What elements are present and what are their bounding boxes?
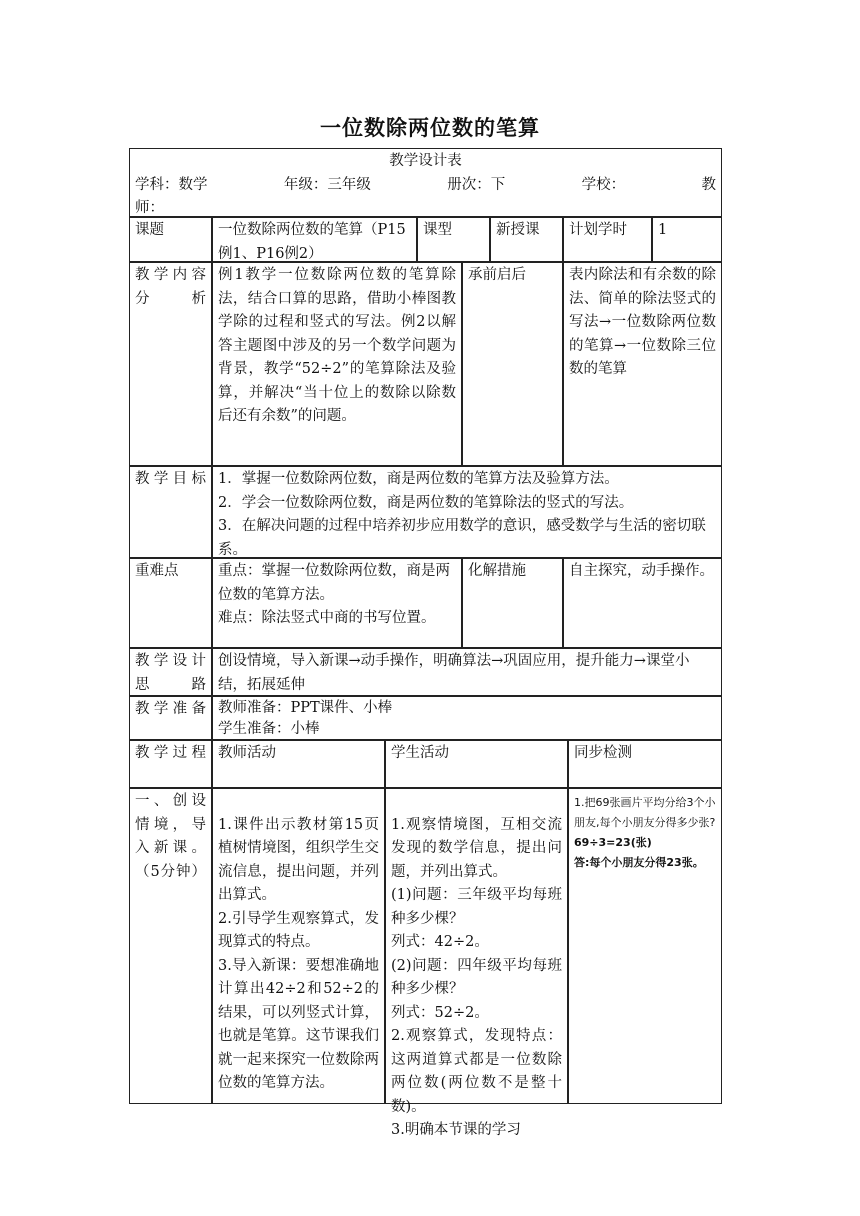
lesson-type-label-cell bbox=[417, 217, 490, 262]
sync-check-header bbox=[568, 740, 722, 788]
measure-label-cell bbox=[462, 558, 563, 648]
stage1-check-cell bbox=[568, 788, 722, 1104]
key-points-label: 重难点 bbox=[135, 563, 179, 579]
lesson-type-value: 新授课 bbox=[496, 222, 540, 238]
goals-text-cell bbox=[212, 466, 722, 558]
goal-item: 1．掌握一位数除两位数，商是两位数的笔算方法及验算方法。 bbox=[218, 471, 619, 487]
key-points-text-cell bbox=[212, 558, 462, 648]
design-label: 教学设计思路 bbox=[135, 653, 206, 693]
topic-label-cell bbox=[129, 217, 212, 262]
key-point: 重点：掌握一位数除两位数，商是两位数的笔算方法。 bbox=[218, 563, 450, 603]
goals-label-cell bbox=[129, 466, 212, 558]
check-equation: 69÷3=23(张) bbox=[574, 836, 652, 849]
measure-text-cell bbox=[563, 558, 722, 648]
process-label-cell bbox=[129, 740, 212, 788]
check-question: 1.把69张画片平均分给3个小朋友,每个小朋友分得多少张? bbox=[574, 796, 716, 829]
context-label: 承前启后 bbox=[468, 267, 526, 283]
analysis-label: 教学内容分析 bbox=[135, 267, 206, 307]
school-field: 学校： bbox=[581, 176, 626, 193]
teacher-activity-title: 教师活动 bbox=[218, 745, 276, 761]
header-info-line bbox=[135, 174, 716, 198]
student-prep: 学生准备：小棒 bbox=[218, 721, 320, 737]
difficult-point: 难点：除法竖式中商的书写位置。 bbox=[218, 610, 436, 626]
stage1-label-cell bbox=[129, 788, 212, 1104]
hours-label: 计划学时 bbox=[569, 222, 627, 238]
grade-field: 年级：三年级 bbox=[283, 176, 371, 193]
lesson-type-value-cell bbox=[490, 217, 563, 262]
context-label-cell bbox=[462, 262, 563, 466]
topic-value: 一位数除两位数的笔算（P15例1、P16例2） bbox=[218, 222, 406, 262]
teacher-prep: 教师准备：PPT课件、小棒 bbox=[218, 700, 393, 716]
analysis-text-cell bbox=[212, 262, 462, 466]
topic-label: 课题 bbox=[135, 222, 164, 238]
key-points-label-cell bbox=[129, 558, 212, 648]
hours-label-cell bbox=[563, 217, 652, 262]
topic-value-cell bbox=[212, 217, 417, 262]
process-label: 教学过程 bbox=[135, 745, 206, 761]
goal-item: 3．在解决问题的过程中培养初步应用数学的意识，感受数学与生活的密切联系。 bbox=[218, 518, 706, 558]
student-activity-header bbox=[385, 740, 568, 788]
teacher-field-start: 教 bbox=[701, 176, 716, 193]
measure-label: 化解措施 bbox=[468, 563, 526, 579]
teacher-field-end: 师： bbox=[135, 200, 164, 216]
check-answer: 答:每个小朋友分得23张。 bbox=[574, 856, 704, 869]
student-activity-title: 学生活动 bbox=[391, 745, 449, 761]
teacher-activity-header bbox=[212, 740, 385, 788]
context-text-cell bbox=[563, 262, 722, 466]
prep-label-cell bbox=[129, 696, 212, 740]
measure-text: 自主探究，动手操作。 bbox=[569, 563, 714, 579]
table-title: 教学设计表 bbox=[389, 153, 462, 169]
design-text: 创设情境，导入新课→动手操作，明确算法→巩固应用，提升能力→课堂小结，拓展延伸 bbox=[218, 653, 690, 693]
stage1-student-cell bbox=[385, 788, 568, 1138]
goal-item: 2．学会一位数除两位数，商是两位数的笔算除法的竖式的写法。 bbox=[218, 494, 634, 511]
sync-check-title: 同步检测 bbox=[574, 745, 632, 761]
context-text: 表内除法和有余数的除法、简单的除法竖式的写法→一位数除两位数的笔算→一位数除三位数的笔算 bbox=[569, 267, 716, 377]
table-header-cell bbox=[129, 148, 722, 217]
stage1-teacher-text: 1.课件出示教材第15页植树情境图，组织学生交流信息，提出问题，并列出算式。 2.引导学生观察算式，发现算式的特点。 3.导入新课：要想准确地计算出42÷2和52÷2的结果，可以列竖式计算，也就是笔算。这节课我们就一起来探究一位数除两位数的笔算方法。 bbox=[218, 816, 379, 1091]
stage1-teacher-cell bbox=[212, 788, 385, 1104]
analysis-label-cell bbox=[129, 262, 212, 466]
prep-text-cell bbox=[212, 696, 722, 740]
stage1-label: 一、创设情境，导入新课。（5分钟） bbox=[135, 793, 206, 880]
analysis-text: 例1教学一位数除两位数的笔算除法，结合口算的思路，借助小棒图教学除的过程和竖式的写法。例2以解答主题图中涉及的另一个数学问题为背景，教学“52÷2”的笔算除法及验算，并解决“当十位上的数除以除数后还有余数”的问题。 bbox=[218, 267, 456, 424]
design-label-cell bbox=[129, 648, 212, 696]
lesson-design-table bbox=[129, 148, 722, 1138]
volume-field: 册次：下 bbox=[447, 176, 506, 193]
lesson-type-label: 课型 bbox=[423, 222, 452, 238]
design-text-cell bbox=[212, 648, 722, 696]
hours-value-cell bbox=[652, 217, 722, 262]
hours-value: 1 bbox=[658, 222, 668, 238]
goals-label: 教学目标 bbox=[135, 471, 206, 487]
subject-field: 学科：数学 bbox=[135, 176, 208, 193]
stage1-student-text: 1.观察情境图，互相交流发现的数学信息，提出问题，并列出算式。 (1)问题：三年级平均每班种多少棵？ 列式：42÷2。 (2)问题：四年级平均每班种多少棵？ 列式：52÷2。 2.观察算式，发现特点：这两道算式都是一位数除两位数(两位数不是整十数)。 3.明确本节课的学习 bbox=[391, 816, 562, 1138]
page-title: 一位数除两位数的笔算 bbox=[320, 115, 540, 140]
prep-label: 教学准备 bbox=[135, 701, 206, 717]
